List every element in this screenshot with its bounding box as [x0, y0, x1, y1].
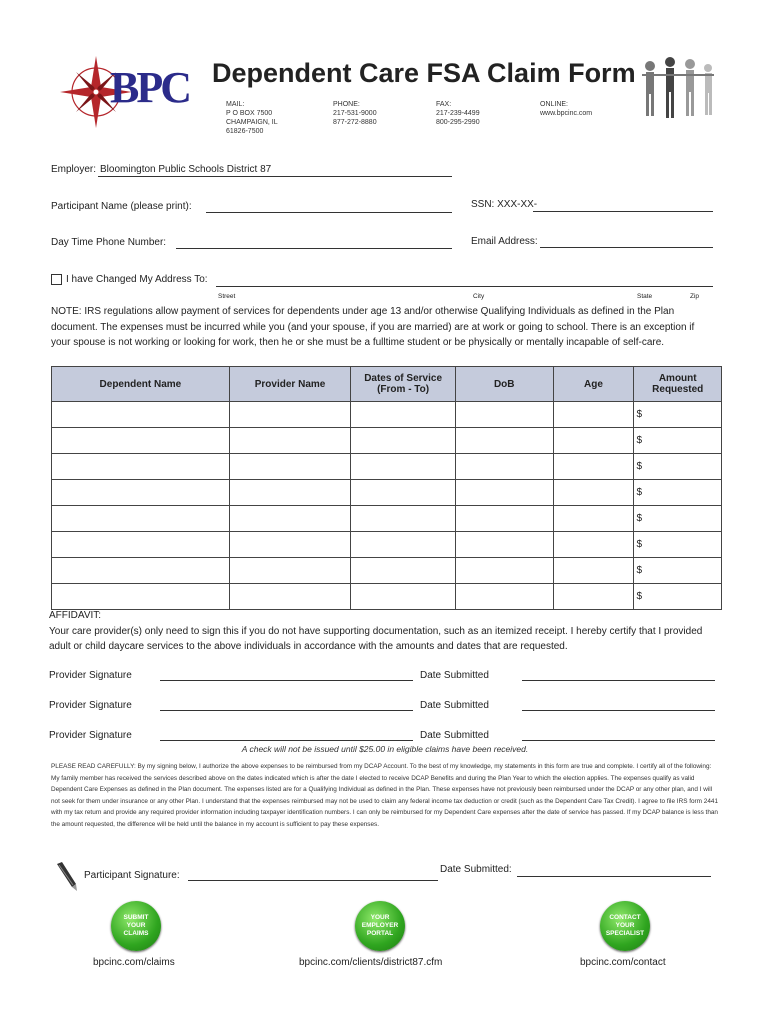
col-dob: DoB	[455, 367, 553, 402]
dates-of-service-cell[interactable]	[351, 558, 456, 584]
age-cell[interactable]	[553, 480, 634, 506]
employer-value: Bloomington Public Schools District 87	[100, 164, 272, 175]
affidavit-text: Your care provider(s) only need to sign this if you do not have supporting documentation, such as an itemized receipt. I hereby certify that I provided adult or child daycare services to the above individuals in accordance with the amounts and dates that are requested.	[49, 625, 703, 652]
email-label: Email Address:	[471, 236, 538, 247]
participant-date-label: Date Submitted:	[440, 864, 512, 875]
affidavit-heading: AFFIDAVIT:	[49, 610, 102, 621]
col-dates-label: Dates of Service (From - To)	[364, 373, 443, 395]
employer-portal-link[interactable]: bpcinc.com/clients/district87.cfm	[299, 957, 443, 968]
dob-cell[interactable]	[455, 532, 553, 558]
page-title: Dependent Care FSA Claim Form	[212, 58, 636, 88]
ssn-label: SSN: XXX-XX-	[471, 199, 538, 210]
mail-block	[226, 100, 278, 136]
provider-name-cell[interactable]	[229, 584, 351, 610]
claims-link[interactable]: bpcinc.com/claims	[93, 957, 175, 968]
dependent-name-cell[interactable]	[52, 480, 230, 506]
phone-number-field[interactable]	[176, 248, 452, 249]
amount-cell[interactable]: $	[634, 506, 722, 532]
col-amount-label: Amount Requested	[652, 373, 704, 395]
dates-of-service-cell[interactable]	[351, 506, 456, 532]
dob-cell[interactable]	[455, 558, 553, 584]
phone-block	[333, 100, 377, 127]
dates-of-service-cell[interactable]	[351, 584, 456, 610]
dob-cell[interactable]	[455, 480, 553, 506]
dates-of-service-cell[interactable]	[351, 480, 456, 506]
irs-note: NOTE: IRS regulations allow payment of services for dependents under age 13 and/or otherwise Qualifying Individuals as defined in the Plan document. The expenses must be incurred while you (and your spouse, if you are married) are at work or going to school. There is an exception if your spouse is not working or looking for work, then he or she must be a fulltime student or be physically or mentally incapable of self-care.	[51, 306, 695, 348]
table-row	[52, 402, 722, 428]
participant-signature-label: Participant Signature:	[84, 870, 180, 881]
provider-signature-label: Provider Signature	[49, 700, 132, 711]
col-age: Age	[553, 367, 634, 402]
provider-signature-field[interactable]	[160, 740, 413, 741]
dob-cell[interactable]	[455, 428, 553, 454]
fax-line: 800-295-2990	[436, 119, 480, 126]
date-submitted-field[interactable]	[522, 680, 715, 681]
claims-table	[51, 366, 722, 610]
age-cell[interactable]	[553, 584, 634, 610]
table-row	[52, 480, 722, 506]
dob-cell[interactable]	[455, 402, 553, 428]
provider-name-cell[interactable]	[229, 506, 351, 532]
amount-cell[interactable]: $	[634, 402, 722, 428]
age-cell[interactable]	[553, 428, 634, 454]
email-field[interactable]	[540, 247, 713, 248]
date-submitted-label: Date Submitted	[420, 730, 489, 741]
fax-label: FAX:	[436, 101, 452, 108]
dependent-name-cell[interactable]	[52, 506, 230, 532]
amount-cell[interactable]: $	[634, 584, 722, 610]
submit-claims-label: SUBMIT YOUR CLAIMS	[123, 914, 149, 937]
street-caption: Street	[218, 293, 236, 300]
provider-name-cell[interactable]	[229, 558, 351, 584]
address-field[interactable]	[216, 286, 713, 287]
amount-cell[interactable]: $	[634, 532, 722, 558]
employer-line[interactable]	[98, 176, 452, 177]
age-cell[interactable]	[553, 558, 634, 584]
dob-cell[interactable]	[455, 584, 553, 610]
dob-cell[interactable]	[455, 506, 553, 532]
address-changed-label: I have Changed My Address To:	[66, 274, 208, 285]
provider-signature-label: Provider Signature	[49, 670, 132, 681]
fax-line: 217-239-4499	[436, 110, 480, 117]
phone-number-label: Day Time Phone Number:	[51, 237, 167, 248]
participant-signature-field[interactable]	[188, 880, 438, 881]
col-amount-requested	[634, 367, 722, 402]
provider-name-cell[interactable]	[229, 428, 351, 454]
age-cell[interactable]	[553, 402, 634, 428]
date-submitted-label: Date Submitted	[420, 670, 489, 681]
employer-label: Employer:	[51, 164, 97, 175]
dob-cell[interactable]	[455, 454, 553, 480]
state-caption: State	[637, 293, 653, 300]
affidavit	[49, 608, 719, 655]
dependent-name-cell[interactable]	[52, 402, 230, 428]
fax-block	[436, 100, 480, 127]
col-dates-of-service	[351, 367, 456, 402]
amount-cell[interactable]: $	[634, 428, 722, 454]
age-cell[interactable]	[553, 532, 634, 558]
col-provider-name: Provider Name	[229, 367, 351, 402]
date-submitted-label: Date Submitted	[420, 700, 489, 711]
online-link[interactable]: www.bpcinc.com	[540, 110, 593, 117]
col-dependent-name: Dependent Name	[52, 367, 230, 402]
dates-of-service-cell[interactable]	[351, 454, 456, 480]
dates-of-service-cell[interactable]	[351, 402, 456, 428]
dates-of-service-cell[interactable]	[351, 428, 456, 454]
dependent-name-cell[interactable]	[52, 558, 230, 584]
employer-portal-label: YOUR EMPLOYER PORTAL	[361, 914, 399, 937]
amount-cell[interactable]: $	[634, 480, 722, 506]
table-row	[52, 506, 722, 532]
people-chain-icon	[636, 52, 720, 128]
logo-wordmark: BPC	[110, 63, 189, 112]
contact-specialist-label: CONTACT YOUR SPECIALIST	[605, 914, 645, 937]
mail-line: CHAMPAIGN, IL	[226, 119, 278, 126]
participant-date-field[interactable]	[517, 876, 711, 877]
address-changed-checkbox[interactable]	[51, 274, 62, 285]
dependent-name-cell[interactable]	[52, 454, 230, 480]
amount-cell[interactable]: $	[634, 454, 722, 480]
submit-claims-button[interactable]	[111, 901, 161, 951]
mail-line: P O BOX 7500	[226, 110, 273, 117]
table-row	[52, 558, 722, 584]
provider-name-cell[interactable]	[229, 480, 351, 506]
online-block	[540, 100, 592, 118]
age-cell[interactable]	[553, 506, 634, 532]
online-label: ONLINE:	[540, 101, 569, 108]
participant-name-field[interactable]	[206, 212, 452, 213]
participant-name-label: Participant Name (please print):	[51, 201, 192, 212]
provider-signature-field[interactable]	[160, 680, 413, 681]
phone-line: 877-272-8880	[333, 119, 377, 126]
dependent-name-cell[interactable]	[52, 428, 230, 454]
pen-icon	[54, 862, 80, 892]
employer-portal-button[interactable]	[355, 901, 405, 951]
provider-signature-label: Provider Signature	[49, 730, 132, 741]
table-row	[52, 428, 722, 454]
date-submitted-field[interactable]	[522, 710, 715, 711]
provider-name-cell[interactable]	[229, 532, 351, 558]
city-caption: City	[473, 293, 485, 300]
fine-print: PLEASE READ CAREFULLY: By my signing below, I authorize the above expenses to be reimbursed from my DCAP Account. To the best of my knowledge, my statements in this form are true and complete. I certify all of the following: My family member has received the services described above on the dates indicated which is after the date I elected to receive DCAP Benefits and during the Plan Year to which the election applies. The expenses qualify as valid Dependent Care Expenses as defined in the Plan document. The expenses listed are for a Qualifying Individual as defined in the Plan. These expenses have not previously been reimbursed under the DCAP or any other plan, and I will not seek for them under insurance or any other Plan. I understand that the expenses reimbursed may not be used to claim any federal income tax deduction or credit (such as the Dependent Care Tax Credit). I agree to file IRS form 2441 with my tax return and provide any required provider information including taxpayer identification numbers. I can only be reimbursed for my Dependent Care expenses after the date of service has passed. If my DCAP balance is less than the amount requested, the difference will be held until the balance in my account is sufficient to pay these expenses.	[51, 763, 719, 828]
phone-label: PHONE:	[333, 101, 360, 108]
age-cell[interactable]	[553, 454, 634, 480]
amount-cell[interactable]: $	[634, 558, 722, 584]
provider-name-cell[interactable]	[229, 402, 351, 428]
table-row	[52, 584, 722, 610]
minimum-claim-notice: A check will not be issued until $25.00 in eligible claims have been received.	[241, 744, 529, 754]
table-header-row	[52, 367, 722, 402]
table-row	[52, 454, 722, 480]
mail-line: 61826-7500	[226, 128, 264, 135]
provider-name-cell[interactable]	[229, 454, 351, 480]
phone-line: 217-531-9000	[333, 110, 377, 117]
zip-caption: Zip	[690, 293, 700, 300]
dates-of-service-cell[interactable]	[351, 532, 456, 558]
dependent-name-cell[interactable]	[52, 532, 230, 558]
contact-link[interactable]: bpcinc.com/contact	[580, 957, 666, 968]
date-submitted-field[interactable]	[522, 740, 715, 741]
ssn-field[interactable]	[533, 211, 713, 212]
mail-label: MAIL:	[226, 101, 245, 108]
table-row	[52, 532, 722, 558]
contact-specialist-button[interactable]	[600, 901, 650, 951]
dependent-name-cell[interactable]	[52, 584, 230, 610]
provider-signature-field[interactable]	[160, 710, 413, 711]
